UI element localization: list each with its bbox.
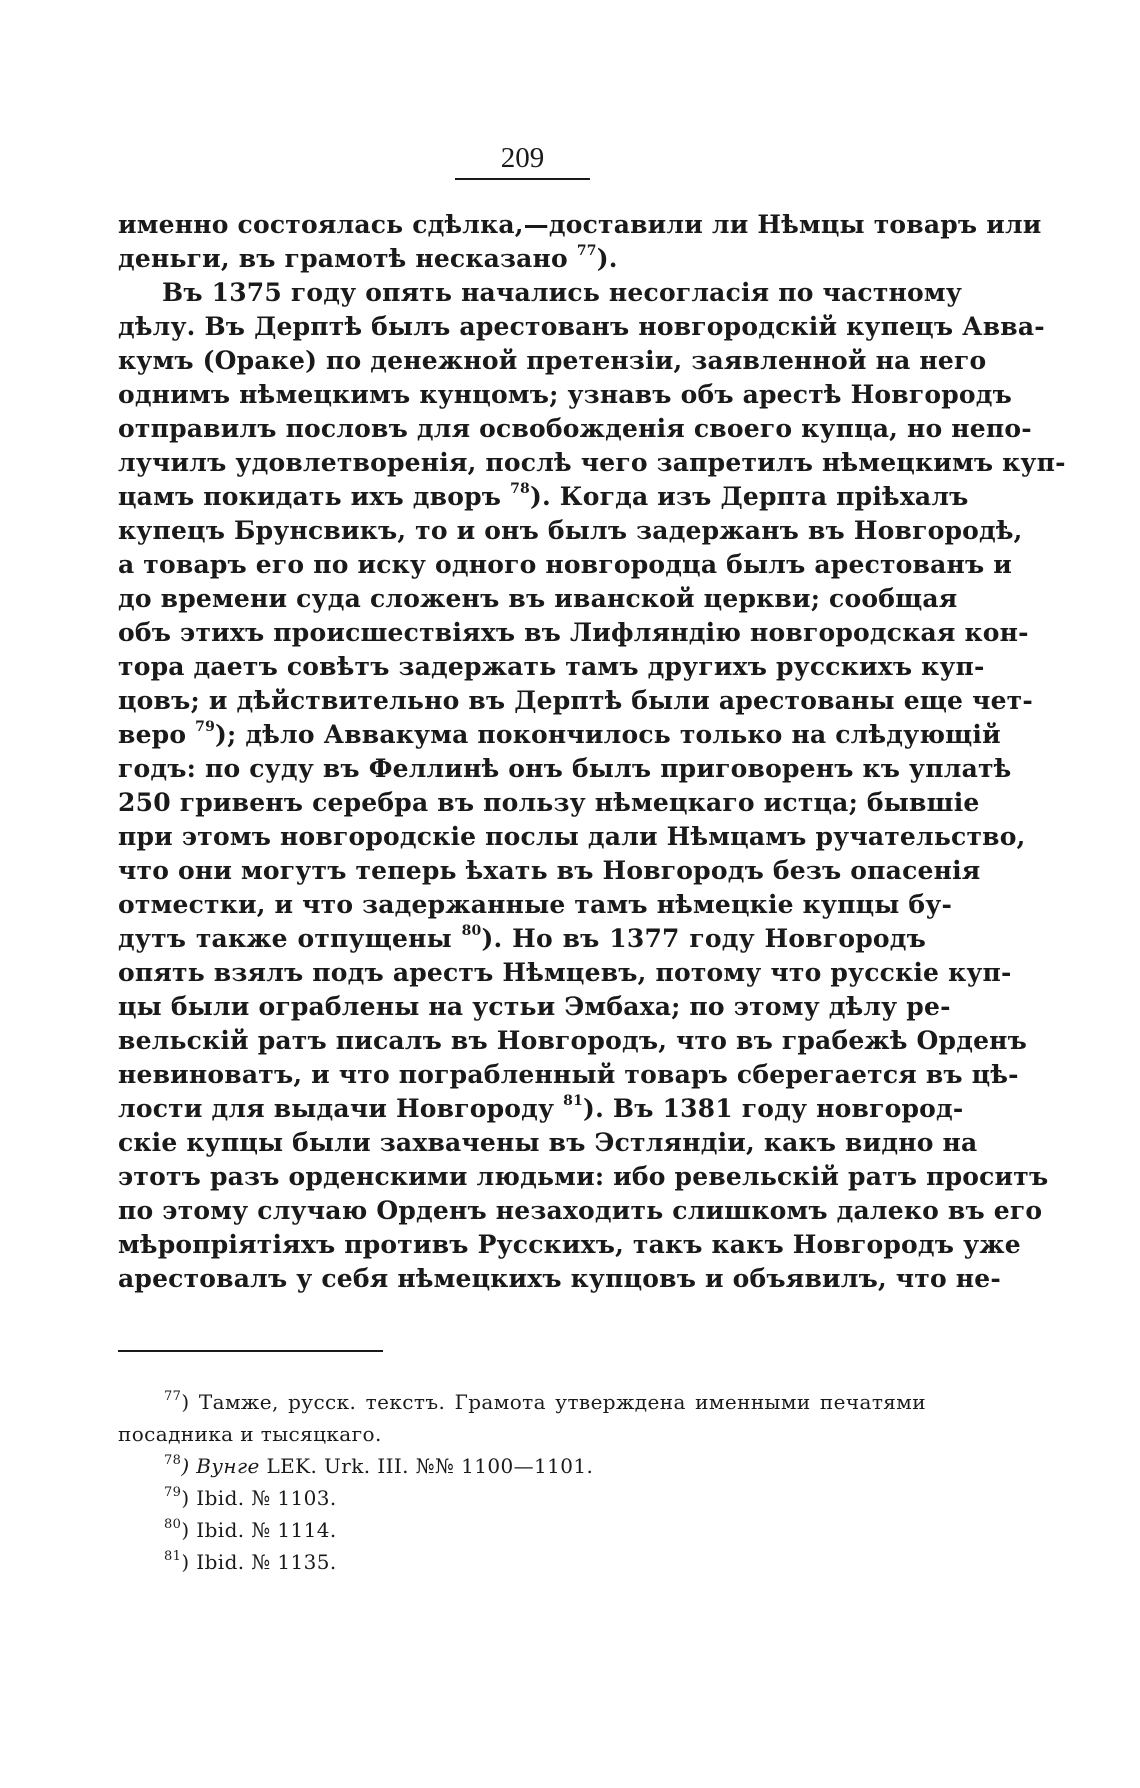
body-line: отместки, и что задержанные тамъ нѣмецкіе купцы бу- bbox=[118, 890, 953, 919]
body-line: скіе купцы были захвачены въ Эстляндіи, какъ видно на bbox=[118, 1128, 978, 1157]
body-line: по этому случаю Орденъ незаходить слишкомъ далеко въ его bbox=[118, 1196, 1043, 1225]
footnote-ref[interactable]: 78 bbox=[510, 481, 530, 497]
footnote-78: $^{78}$) Вунге LEK. Urk. III. №№ 1100—1101. bbox=[164, 1453, 594, 1478]
body-line: именно состоялась сдѣлка,—доставили ли Нѣмцы товаръ или bbox=[118, 210, 1042, 239]
body-line: дѣлу. Въ Дерптѣ былъ арестованъ новгородскій купецъ Авва- bbox=[118, 312, 1045, 341]
body-line: а товаръ его по иску одного новгородца былъ арестованъ и bbox=[118, 550, 1013, 579]
body-line: до времени суда сложенъ въ иванской церкви; сообщая bbox=[118, 584, 958, 613]
body-line: цы были ограблены на устьи Эмбаха; по этому дѣлу ре- bbox=[118, 992, 951, 1021]
footnote-mark: 79 bbox=[164, 1485, 182, 1500]
body-line: купецъ Брунсвикъ, то и онъ былъ задержанъ въ Новгородѣ, bbox=[118, 516, 1023, 545]
body-text bbox=[118, 208, 1066, 1296]
footnote-mark: 78 bbox=[164, 1453, 182, 1468]
footnote-77: $^{77}$) Тамже, русск. текстъ. Грамота утверждена именными печатями bbox=[164, 1389, 926, 1414]
body-line: деньги, въ грамотѣ несказано $^{77}$). bbox=[118, 243, 618, 273]
footnote-ref[interactable]: 79 bbox=[195, 719, 216, 735]
page-number: 209 bbox=[500, 142, 545, 174]
body-line: объ этихъ происшествіяхъ въ Лифляндію новгородская кон- bbox=[118, 618, 1029, 647]
body-line: дутъ также отпущены $^{80}$). Но въ 1377 году Новгородъ bbox=[118, 923, 927, 953]
footnote-79: $^{79}$) Ibid. № 1103. bbox=[164, 1485, 337, 1510]
body-line: Въ 1375 году опять начались несогласія по частному bbox=[162, 278, 963, 307]
body-line: лучилъ удовлетворенія, послѣ чего запретилъ нѣмецкимъ куп- bbox=[118, 448, 1066, 477]
body-line: годъ: по суду въ Феллинѣ онъ былъ приговоренъ къ уплатѣ bbox=[118, 754, 1012, 783]
body-line: арестовалъ у себя нѣмецкихъ купцовъ и объявилъ, что не- bbox=[118, 1264, 1001, 1293]
body-line: лости для выдачи Новгороду $^{81}$). Въ 1381 году новгород- bbox=[118, 1093, 964, 1123]
footnotes bbox=[118, 1386, 926, 1578]
footnote-mark: 77 bbox=[164, 1389, 182, 1404]
footnote-mark: 81 bbox=[164, 1549, 182, 1564]
body-line: тора даетъ совѣтъ задержать тамъ другихъ русскихъ куп- bbox=[118, 652, 985, 681]
body-line: мѣропріятіяхъ противъ Русскихъ, такъ какъ Новгородъ уже bbox=[118, 1230, 1021, 1259]
footnote-mark: 80 bbox=[164, 1517, 182, 1532]
body-line: отправилъ пословъ для освобожденія своего купца, но непо- bbox=[118, 414, 1032, 443]
footnote-77-continued: посадника и тысяцкаго. bbox=[118, 1422, 382, 1446]
body-line: невиноватъ, и что пограбленный товаръ сберегается въ цѣ- bbox=[118, 1060, 1019, 1089]
body-line: этотъ разъ орденскими людьми: ибо ревельскій ратъ проситъ bbox=[118, 1162, 1049, 1191]
body-line: опять взялъ подъ арестъ Нѣмцевъ, потому что русскіе куп- bbox=[118, 958, 1012, 987]
body-line: цовъ; и дѣйствительно въ Дерптѣ были арестованы еще чет- bbox=[118, 686, 1033, 715]
body-line: вельскій ратъ писалъ въ Новгородъ, что въ грабежѣ Орденъ bbox=[118, 1026, 1028, 1055]
body-line: при этомъ новгородскіе послы дали Нѣмцамъ ручательство, bbox=[118, 822, 1026, 851]
footnote-separator bbox=[118, 1350, 383, 1352]
body-line: что они могутъ теперь ѣхать въ Новгородъ безъ опасенія bbox=[118, 856, 981, 885]
body-line: цамъ покидать ихъ дворъ $^{78}$). Когда изъ Дерпта пріѣхалъ bbox=[118, 481, 969, 511]
footnote-ref[interactable]: 77 bbox=[576, 243, 597, 259]
footnote-ref[interactable]: 81 bbox=[563, 1093, 584, 1109]
body-line: однимъ нѣмецкимъ кунцомъ; узнавъ объ арестѣ Новгородъ bbox=[118, 380, 1013, 409]
body-line: кумъ (Ораке) по денежной претензіи, заявленной на него bbox=[118, 346, 987, 375]
footnote-ref[interactable]: 80 bbox=[461, 923, 482, 939]
page-number-rule bbox=[455, 178, 590, 180]
body-line: 250 гривенъ серебра въ пользу нѣмецкаго истца; бывшіе bbox=[118, 788, 980, 817]
body-line: веро $^{79}$); дѣло Аввакума покончилось только на слѣдующій bbox=[118, 719, 1001, 749]
footnote-81: $^{81}$) Ibid. № 1135. bbox=[164, 1549, 337, 1574]
footnote-80: $^{80}$) Ibid. № 1114. bbox=[164, 1517, 337, 1542]
